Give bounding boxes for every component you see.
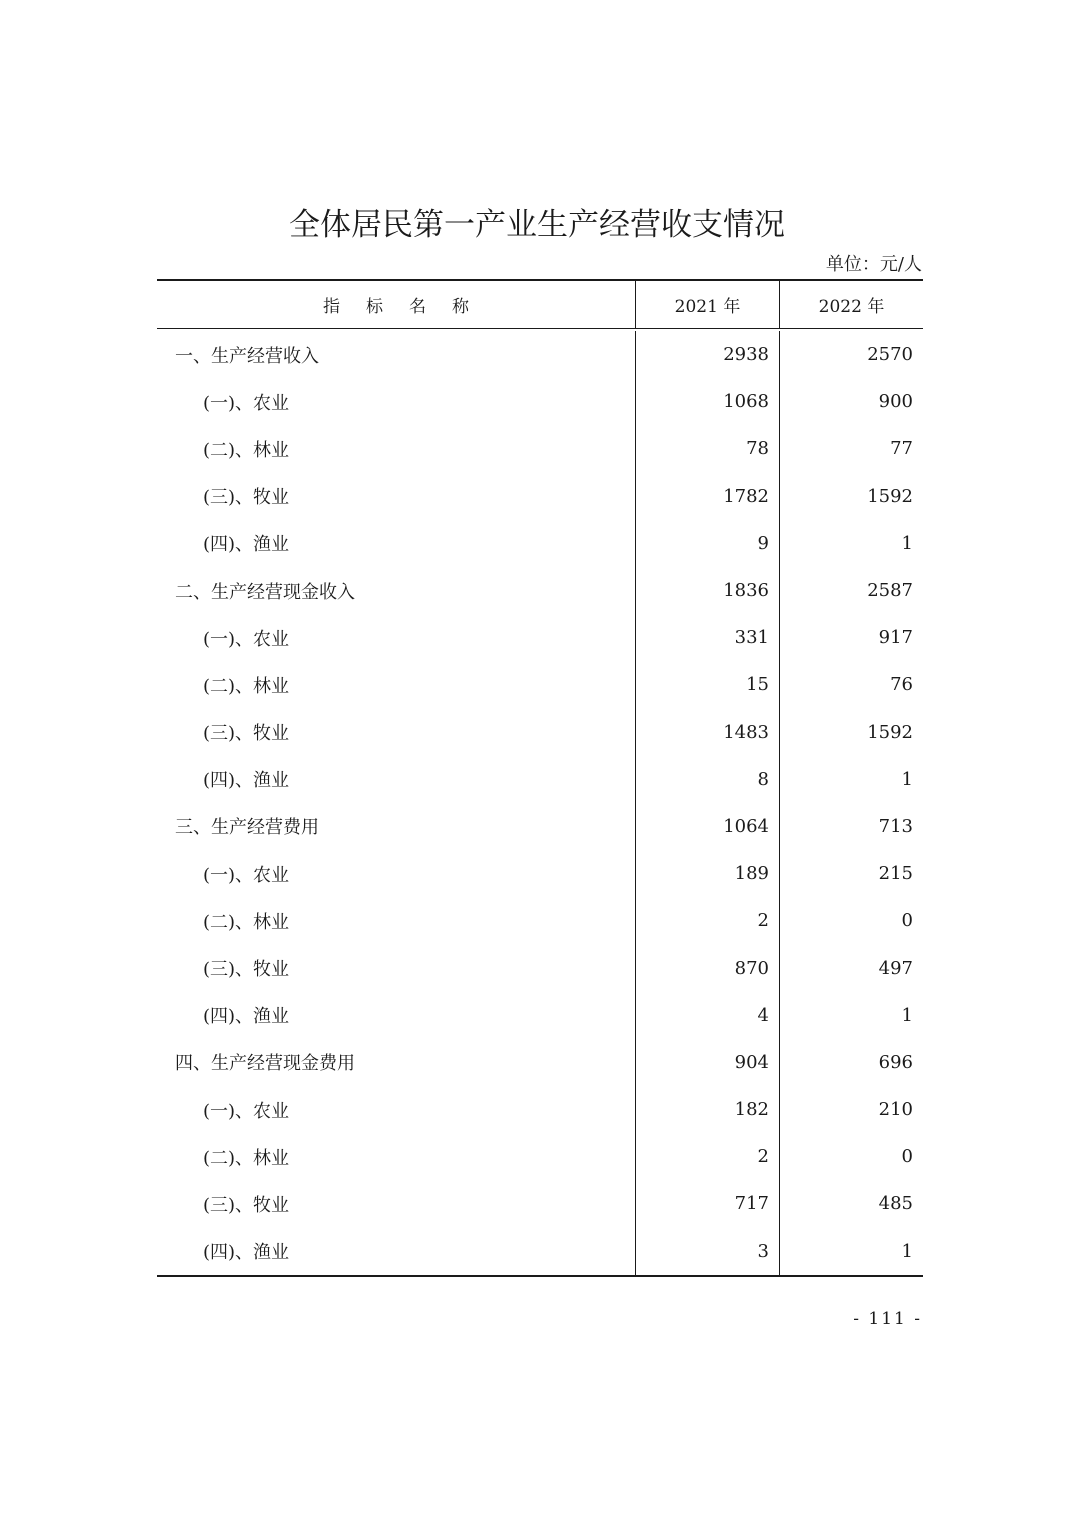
cell-2021: 78 [636, 425, 780, 472]
cell-2022: 76 [890, 674, 913, 696]
data-table [157, 279, 923, 1277]
table-header-row [157, 281, 923, 329]
row-label: (三)、牧业 [157, 1180, 636, 1227]
table-row [157, 709, 923, 756]
cell-2021: 1068 [636, 378, 780, 425]
row-label: (四)、渔业 [157, 756, 636, 803]
cell-2021: 9 [636, 520, 780, 567]
row-label: 四、生产经营现金费用 [157, 1039, 636, 1086]
table-section-row [157, 803, 923, 850]
row-label: (一)、农业 [157, 378, 636, 425]
table-row [157, 850, 923, 897]
row-label: 三、生产经营费用 [157, 803, 636, 850]
row-label: 二、生产经营现金收入 [157, 567, 636, 614]
table-row [157, 520, 923, 567]
row-label: (一)、农业 [157, 850, 636, 897]
page-title: 全体居民第一产业生产经营收支情况 [289, 207, 785, 243]
cell-2022: 900 [878, 391, 913, 413]
table-section-row [157, 567, 923, 614]
row-label: (三)、牧业 [157, 709, 636, 756]
table-row [157, 473, 923, 520]
page-number: - 111 - [853, 1309, 922, 1329]
cell-2021: 3 [636, 1228, 780, 1275]
cell-2021: 331 [636, 614, 780, 661]
table-row [157, 1086, 923, 1133]
cell-2022: 497 [878, 957, 913, 979]
cell-2022: 1592 [867, 485, 913, 507]
table-row [157, 992, 923, 1039]
table-body [157, 331, 923, 1275]
table-row [157, 1228, 923, 1275]
table-row [157, 1133, 923, 1180]
cell-2021: 2 [636, 1133, 780, 1180]
cell-2022: 1592 [867, 721, 913, 743]
cell-2021: 182 [636, 1086, 780, 1133]
cell-2021: 1064 [636, 803, 780, 850]
cell-2022: 1 [901, 1240, 913, 1262]
cell-2022: 696 [878, 1051, 913, 1073]
cell-2021: 2 [636, 897, 780, 944]
table-row [157, 944, 923, 991]
cell-2022: 0 [901, 910, 913, 932]
cell-2021: 4 [636, 992, 780, 1039]
table-row [157, 756, 923, 803]
table-row [157, 378, 923, 425]
cell-2021: 15 [636, 661, 780, 708]
cell-2022: 1 [901, 768, 913, 790]
cell-2021: 8 [636, 756, 780, 803]
row-label: (四)、渔业 [157, 520, 636, 567]
cell-2022: 77 [890, 438, 913, 460]
unit-note: 单位：元/人 [825, 254, 922, 275]
row-label: (二)、林业 [157, 425, 636, 472]
row-label: (四)、渔业 [157, 992, 636, 1039]
table-section-row [157, 331, 923, 378]
table-row [157, 1180, 923, 1227]
cell-2022: 2570 [867, 344, 913, 366]
table-row [157, 425, 923, 472]
cell-2022: 917 [878, 627, 913, 649]
cell-2022: 2587 [867, 580, 913, 602]
cell-2021: 1782 [636, 473, 780, 520]
cell-2021: 1483 [636, 709, 780, 756]
cell-2022: 215 [878, 863, 913, 885]
cell-2022: 1 [901, 1004, 913, 1026]
header-indicator-name: 指标名称 [157, 281, 636, 328]
cell-2021: 717 [636, 1180, 780, 1227]
cell-2021: 904 [636, 1039, 780, 1086]
cell-2022: 1 [901, 532, 913, 554]
row-label: (二)、林业 [157, 1133, 636, 1180]
row-label: (三)、牧业 [157, 473, 636, 520]
table-row [157, 661, 923, 708]
row-label: (四)、渔业 [157, 1228, 636, 1275]
row-label: (二)、林业 [157, 661, 636, 708]
table-section-row [157, 1039, 923, 1086]
table-row [157, 614, 923, 661]
row-label: (二)、林业 [157, 897, 636, 944]
cell-2022: 0 [901, 1146, 913, 1168]
cell-2021: 2938 [636, 331, 780, 378]
row-label: 一、生产经营收入 [157, 331, 636, 378]
cell-2022: 210 [878, 1099, 913, 1121]
header-year-2021: 2021 年 [636, 281, 780, 328]
cell-2021: 1836 [636, 567, 780, 614]
cell-2021: 189 [636, 850, 780, 897]
header-year-2022: 2022 年 [818, 297, 885, 317]
table-row [157, 897, 923, 944]
cell-2022: 713 [878, 815, 913, 837]
cell-2021: 870 [636, 944, 780, 991]
cell-2022: 485 [878, 1193, 913, 1215]
row-label: (一)、农业 [157, 1086, 636, 1133]
row-label: (一)、农业 [157, 614, 636, 661]
row-label: (三)、牧业 [157, 944, 636, 991]
